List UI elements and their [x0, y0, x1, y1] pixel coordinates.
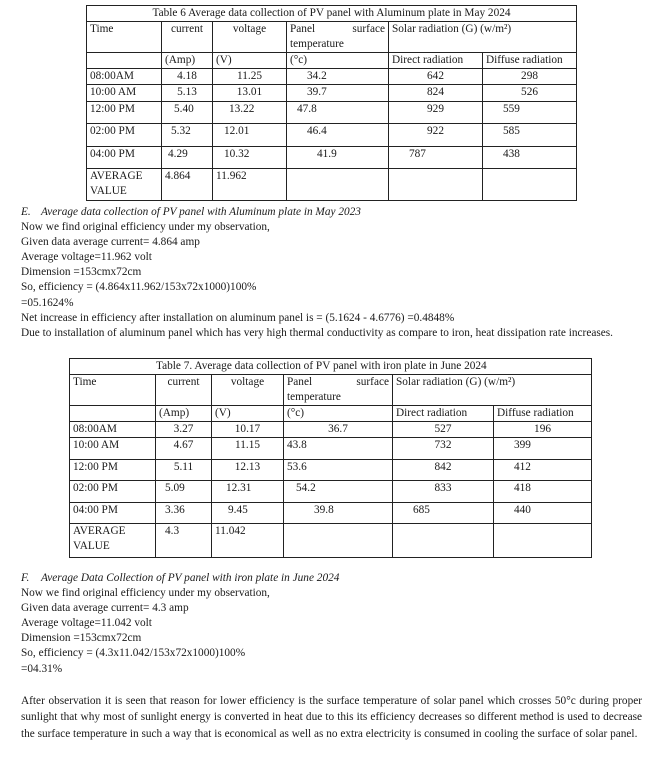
table-row-average	[87, 169, 577, 201]
text-line: Average voltage=11.042 volt	[21, 617, 152, 630]
text-line: =04.31%	[21, 662, 63, 675]
cell-empty	[483, 169, 577, 201]
cell-current: 4.29	[162, 147, 213, 169]
cell-time: 10:00 AM	[70, 438, 156, 460]
section-f	[21, 571, 339, 677]
cell-time: 10:00 AM	[87, 85, 162, 102]
cell-direct: 642	[389, 69, 483, 85]
cell-diffuse: 559	[483, 102, 577, 124]
cell-voltage: 13.22	[213, 102, 287, 124]
table-row	[87, 124, 577, 147]
cell-average-label: AVERAGE VALUE	[87, 169, 162, 201]
cell-time: 08:00AM	[87, 69, 162, 85]
cell-voltage: 12.01	[213, 124, 287, 147]
cell-voltage: 11.25	[213, 69, 287, 85]
cell-current: 5.11	[156, 460, 212, 481]
cell-voltage: 10.32	[213, 147, 287, 169]
table-6	[86, 5, 577, 201]
text-line: Dimension =153cmx72cm	[21, 266, 142, 279]
cell-diffuse: 440	[494, 503, 592, 524]
text-line: Given data average current= 4.3 amp	[21, 602, 189, 615]
unit-diffuse: Diffuse radiation	[494, 406, 592, 422]
cell-diffuse: 438	[483, 147, 577, 169]
unit-voltage: (V)	[213, 53, 287, 69]
header-voltage: voltage	[212, 375, 284, 406]
cell-time: 02:00 PM	[70, 481, 156, 503]
cell-voltage: 13.01	[213, 85, 287, 102]
cell-diffuse: 412	[494, 460, 592, 481]
table-caption: Table 7. Average data collection of PV panel with iron plate in June 2024	[70, 359, 592, 375]
table-caption: Table 6 Average data collection of PV panel with Aluminum plate in May 2024	[87, 6, 577, 22]
table-row	[70, 460, 592, 481]
conclusion-paragraph: After observation it is seen that reason for lower efficiency is the surface temperature of solar panel which crosses 50°c during proper sunlight that why most of sunlight energy is converted in heat due to this its efficiency decreases so different method is used to decrease the surface temperature in such a way that is economical as well as no extra electricity is consumed in cooling the surface of solar panel.	[21, 695, 642, 740]
cell-direct: 842	[393, 460, 494, 481]
unit-diffuse: Diffuse radiation	[483, 53, 577, 69]
text-line: Average voltage=11.962 volt	[21, 251, 152, 264]
cell-diffuse: 526	[483, 85, 577, 102]
table-row	[70, 438, 592, 460]
cell-diffuse: 418	[494, 481, 592, 503]
unit-direct: Direct radiation	[389, 53, 483, 69]
header-current: current	[156, 375, 212, 406]
cell-voltage: 11.15	[212, 438, 284, 460]
table-row	[70, 503, 592, 524]
header-panel-temperature: Panel surface temperature	[287, 22, 389, 53]
cell-temp: 41.9	[287, 147, 389, 169]
cell-voltage: 10.17	[212, 422, 284, 438]
cell-empty	[494, 524, 592, 558]
text-line: Now we find original efficiency under my observation,	[21, 221, 270, 234]
header-voltage: voltage	[213, 22, 287, 53]
table-row	[87, 147, 577, 169]
header-solar-radiation: Solar radiation (G) (w/m²)	[389, 22, 577, 53]
cell-current: 5.09	[156, 481, 212, 503]
cell-empty	[287, 169, 389, 201]
cell-temp: 39.7	[287, 85, 389, 102]
table-row	[87, 102, 577, 124]
unit-current: (Amp)	[156, 406, 212, 422]
unit-current: (Amp)	[162, 53, 213, 69]
cell-current: 3.27	[156, 422, 212, 438]
header-current: current	[162, 22, 213, 53]
cell-direct: 787	[389, 147, 483, 169]
cell-current: 5.40	[162, 102, 213, 124]
cell-time: 04:00 PM	[70, 503, 156, 524]
section-heading: F. Average Data Collection of PV panel with iron plate in June 2024	[21, 572, 340, 584]
cell-diffuse: 399	[494, 438, 592, 460]
cell-diffuse: 196	[494, 422, 592, 438]
text-line: Now we find original efficiency under my observation,	[21, 587, 270, 600]
cell-direct: 922	[389, 124, 483, 147]
cell-current: 5.13	[162, 85, 213, 102]
cell-temp: 43.8	[284, 438, 393, 460]
cell-temp: 39.8	[284, 503, 393, 524]
cell-time: 12:00 PM	[87, 102, 162, 124]
cell-average-voltage: 11.962	[213, 169, 287, 201]
cell-time: 08:00AM	[70, 422, 156, 438]
text-line: So, efficiency = (4.3x11.042/153x72x1000)100%	[21, 647, 246, 660]
unit-voltage: (V)	[212, 406, 284, 422]
table-7	[69, 358, 592, 558]
cell-voltage: 12.31	[212, 481, 284, 503]
unit-direct: Direct radiation	[393, 406, 494, 422]
cell-current: 3.36	[156, 503, 212, 524]
cell-temp: 47.8	[287, 102, 389, 124]
cell-current: 4.67	[156, 438, 212, 460]
cell-diffuse: 298	[483, 69, 577, 85]
table-row	[70, 481, 592, 503]
text-line: Given data average current= 4.864 amp	[21, 236, 200, 249]
section-e	[21, 205, 613, 341]
cell-temp: 36.7	[284, 422, 393, 438]
cell-current: 4.18	[162, 69, 213, 85]
cell-average-voltage: 11.042	[212, 524, 284, 558]
unit-time	[87, 53, 162, 69]
text-line: So, efficiency = (4.864x11.962/153x72x1000)100%	[21, 281, 257, 294]
cell-temp: 54.2	[284, 481, 393, 503]
cell-empty	[393, 524, 494, 558]
cell-time: 04:00 PM	[87, 147, 162, 169]
header-time: Time	[70, 375, 156, 406]
cell-temp: 46.4	[287, 124, 389, 147]
header-solar-radiation: Solar radiation (G) (w/m²)	[393, 375, 592, 406]
table-row	[70, 422, 592, 438]
cell-time: 12:00 PM	[70, 460, 156, 481]
table-row	[87, 85, 577, 102]
cell-current: 5.32	[162, 124, 213, 147]
cell-time: 02:00 PM	[87, 124, 162, 147]
cell-empty	[284, 524, 393, 558]
header-time: Time	[87, 22, 162, 53]
text-line: =05.1624%	[21, 296, 74, 309]
cell-direct: 929	[389, 102, 483, 124]
unit-temp: (°c)	[287, 53, 389, 69]
cell-empty	[389, 169, 483, 201]
cell-average-label: AVERAGE VALUE	[70, 524, 156, 558]
section-heading: E. Average data collection of PV panel with Aluminum plate in May 2023	[21, 206, 361, 218]
cell-average-current: 4.3	[156, 524, 212, 558]
cell-diffuse: 585	[483, 124, 577, 147]
cell-voltage: 12.13	[212, 460, 284, 481]
header-panel-temperature: Panel surface temperature	[284, 375, 393, 406]
cell-temp: 34.2	[287, 69, 389, 85]
cell-direct: 685	[393, 503, 494, 524]
table-row	[87, 69, 577, 85]
text-line: Due to installation of aluminum panel which has very high thermal conductivity as compare to iron, heat dissipation rate increases.	[21, 326, 613, 339]
cell-direct: 833	[393, 481, 494, 503]
unit-time	[70, 406, 156, 422]
unit-temp: (°c)	[284, 406, 393, 422]
cell-average-current: 4.864	[162, 169, 213, 201]
text-line: Dimension =153cmx72cm	[21, 632, 142, 645]
cell-direct: 527	[393, 422, 494, 438]
cell-direct: 732	[393, 438, 494, 460]
cell-direct: 824	[389, 85, 483, 102]
cell-temp: 53.6	[284, 460, 393, 481]
text-line: Net increase in efficiency after installation on aluminum panel is = (5.1624 - 4.6776) =0.4848%	[21, 311, 455, 324]
cell-voltage: 9.45	[212, 503, 284, 524]
table-row-average	[70, 524, 592, 558]
